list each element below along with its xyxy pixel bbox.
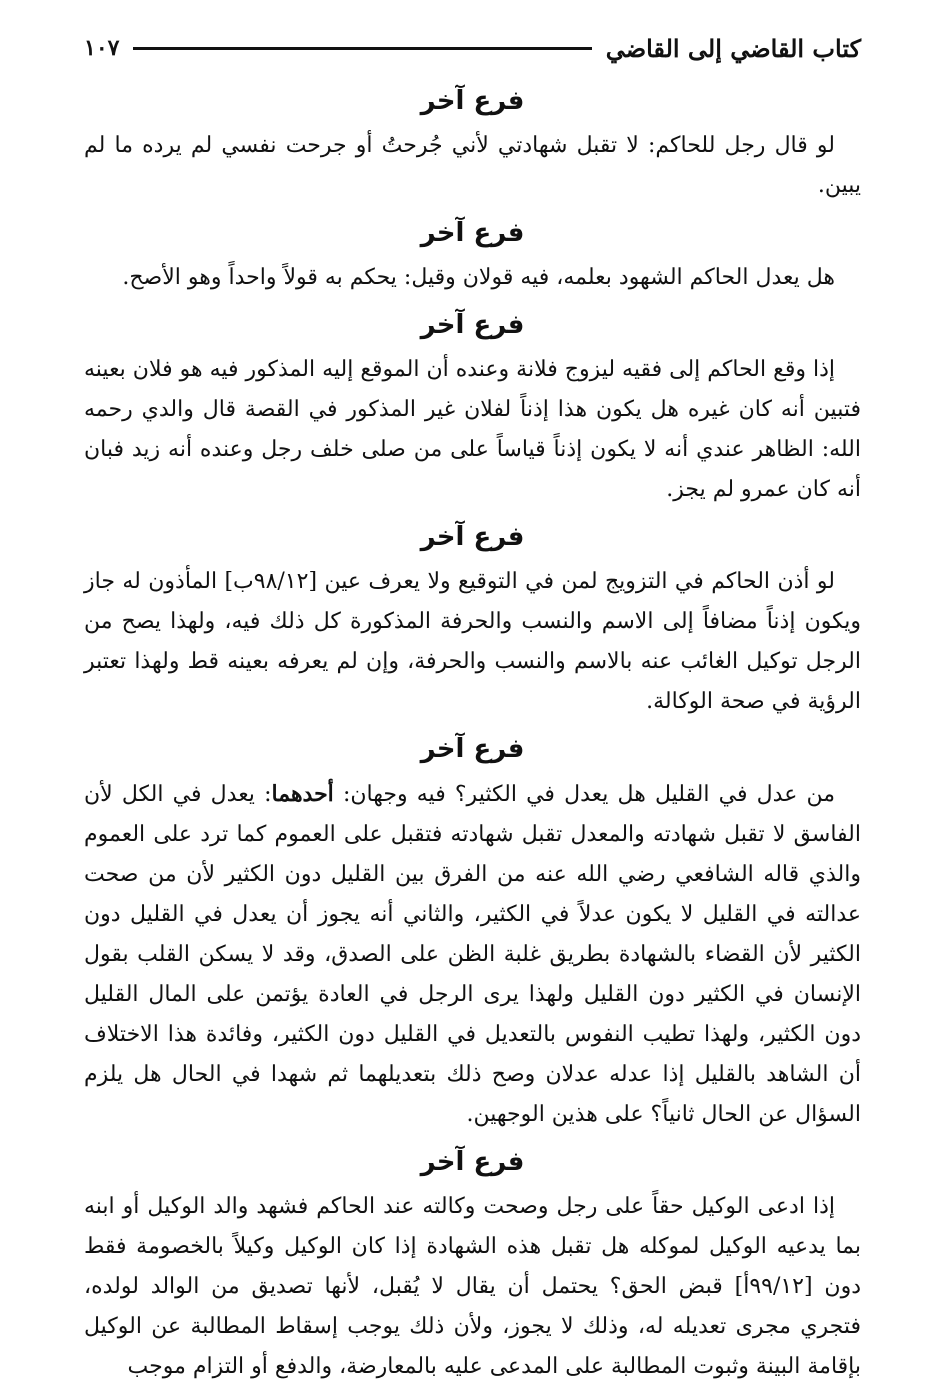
header-rule	[133, 47, 591, 50]
section-heading: فرع آخر	[420, 734, 525, 764]
section-paragraph	[84, 774, 861, 1135]
section-heading: فرع آخر	[420, 218, 525, 248]
section-1	[84, 80, 861, 206]
section-6	[84, 1141, 861, 1387]
section-heading: فرع آخر	[420, 86, 525, 116]
section-4	[84, 516, 861, 722]
book-title: كتاب القاضي إلى القاضي	[605, 33, 861, 63]
section-paragraph: إذا وقع الحاكم إلى فقيه ليزوج فلانة وعنده أن الموقع إليه المذكور فيه هو فلان بعينه فتبين أنه كان غيره هل يكون هذا إذناً لفلان غير المذكور في القصة قال والدي رحمه الله: الظاهر عندي أنه لا يكون إذناً قياساً على من صلى خلف رجل وعنده أنه زيد فبان أنه كان عمرو لم يجز.	[84, 357, 861, 502]
paragraph-text: من عدل في القليل هل يعدل في الكثير؟ فيه وجهان:	[333, 782, 836, 807]
page-number: ١٠٧	[84, 35, 120, 61]
section-paragraph: لو قال رجل للحاكم: لا تقبل شهادتي لأني جُرحتُ أو جرحت نفسي لم يرده ما لم يبين.	[84, 133, 861, 198]
section-heading: فرع آخر	[420, 522, 525, 552]
section-heading: فرع آخر	[420, 1147, 525, 1177]
section-paragraph: لو أذن الحاكم في التزويج لمن في التوقيع ولا يعرف عين [٩٨/١٢ب] المأذون له جاز ويكون إذناً مضافاً إلى الاسم والنسب والحرفة المذكورة كل ذلك فيه، ولهذا يصح من الرجل توكيل الغائب عنه بالاسم والنسب والحرفة، وإن لم يعرفه بعينه قط ولهذا تعتبر الرؤية في صحة الوكالة.	[84, 569, 861, 714]
section-paragraph: هل يعدل الحاكم الشهود بعلمه، فيه قولان وقيل: يحكم به قولاً واحداً وهو الأصح.	[122, 265, 835, 290]
section-heading: فرع آخر	[420, 310, 525, 340]
section-2	[84, 212, 861, 298]
section-5	[84, 728, 861, 1135]
page-header	[84, 28, 861, 68]
bold-term: أحدهما	[271, 781, 334, 807]
paragraph-text: : يعدل في الكل لأن الفاسق لا تقبل شهادته والمعدل تقبل شهادته فتقبل على العموم كما ترد على العموم والذي قاله الشافعي رضي الله عنه من الفرق بين القليل دون الكثير لأن من صحت عدالته في القليل لا يكون عدلاً في الكثير، والثاني أنه يجوز أن يعدل في القليل دون الكثير لأن القضاء بالشهادة بطريق غلبة الظن على الصدق، وقد لا يسكن القلب بقول الإنسان في الكثير دون القليل ولهذا يرى الرجل في العادة يؤتمن على المال القليل دون الكثير، ولهذا تطيب النفوس بالتعديل في القليل دون الكثير، وفائدة هذا الاختلاف أن الشاهد بالقليل إذا عدله عدلان وصح ذلك بتعديلهما ثم شهدا في الحال هل يلزم السؤال عن الحال ثانياً؟ على هذين الوجهين.	[84, 782, 861, 1127]
section-3	[84, 304, 861, 510]
section-paragraph: إذا ادعى الوكيل حقاً على رجل وصحت وكالته عند الحاكم فشهد والد الوكيل أو ابنه بما يدعيه الوكيل لموكله هل تقبل هذه الشهادة إذا كان الوكيل وكيلاً بالخصومة فقط دون [٩٩/١٢أ] قبض الحق؟ يحتمل أن يقال لا يُقبل، لأنها تصديق من الوالد لولده، فتجري مجرى تعديله له، وذلك لا يجوز، ولأن ذلك يوجب إسقاط المطالبة عن الوكيل بإقامة البينة وثبوت المطالبة على المدعى عليه بالمعارضة، والدفع أو التزام موجب	[84, 1194, 861, 1379]
